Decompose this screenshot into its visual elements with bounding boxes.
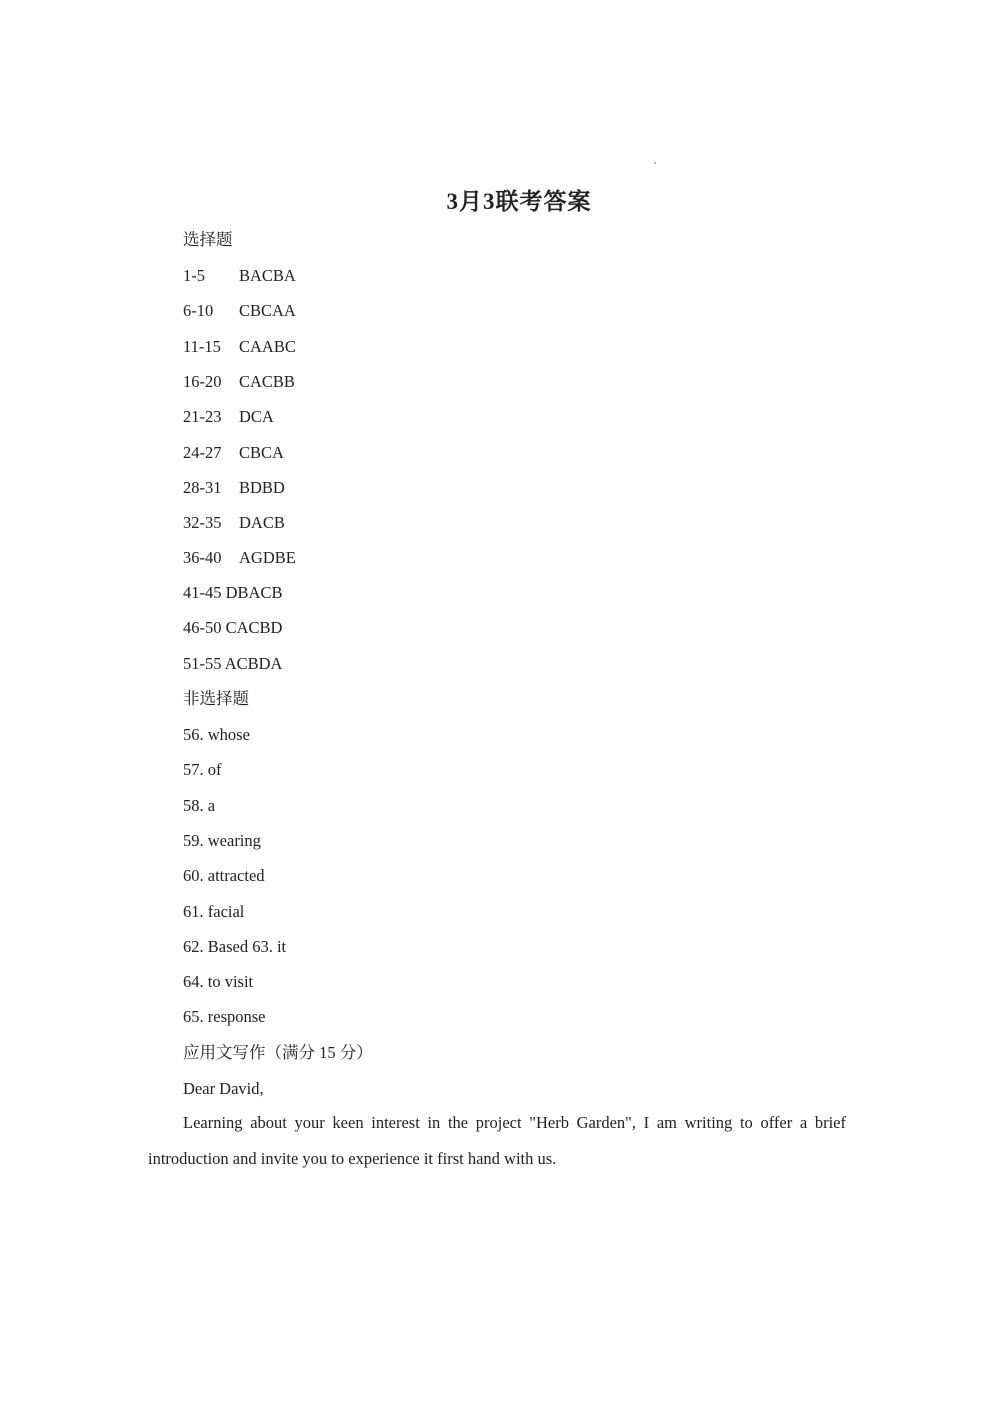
answer-letters: CACBB: [239, 371, 295, 391]
section-heading-nonchoice: 非选择题: [183, 689, 249, 708]
scan-speck: [654, 162, 656, 164]
letter-salutation: Dear David,: [183, 1079, 264, 1098]
answer-letters: DACB: [239, 513, 285, 533]
page-title: 3月3联考答案: [446, 189, 592, 214]
question-range: 32-35: [183, 513, 222, 533]
question-range: 16-20: [183, 371, 222, 391]
choice-answer-row: [183, 337, 296, 357]
question-range: 11-15: [183, 336, 221, 356]
question-range: 24-27: [183, 442, 222, 462]
answer-letters: AGDBE: [239, 548, 296, 568]
fill-answer-row: 57. of: [183, 760, 222, 780]
choice-answer-row: [183, 372, 295, 392]
section-heading-writing: 应用文写作（满分 15 分）: [183, 1043, 373, 1062]
question-range: 21-23: [183, 407, 222, 427]
question-range: 6-10: [183, 301, 214, 321]
answer-letters: CBCAA: [239, 301, 296, 321]
choice-answer-row: [183, 548, 296, 568]
fill-answer-row: 64. to visit: [183, 972, 254, 992]
section-heading-choice: 选择题: [183, 230, 233, 249]
choice-answer-row: [183, 443, 284, 463]
choice-answer-row: [183, 407, 274, 427]
fill-answer-row: 60. attracted: [183, 866, 265, 886]
answer-letters: CAABC: [239, 336, 296, 356]
fill-answer-row: 62. Based 63. it: [183, 936, 287, 956]
fill-answer-row: 56. whose: [183, 725, 250, 744]
choice-answer-row: [183, 478, 285, 498]
fill-answer-row: 58. a: [183, 795, 216, 815]
choice-answer-row: 41-45 DBACB: [183, 583, 283, 602]
choice-answer-row: 51-55 ACBDA: [183, 653, 283, 673]
question-range: 28-31: [183, 477, 222, 497]
fill-answer-row: 61. facial: [183, 901, 245, 921]
answer-letters: BACBA: [239, 266, 296, 285]
question-range: 1-5: [183, 266, 205, 285]
choice-answer-row: [183, 266, 296, 286]
choice-answer-row: [183, 513, 285, 533]
answer-letters: CBCA: [239, 442, 284, 462]
choice-answer-row: [183, 301, 296, 321]
fill-answer-row: 59. wearing: [183, 830, 261, 850]
fill-answer-row: 65. response: [183, 1007, 266, 1027]
choice-answer-row: 46-50 CACBD: [183, 618, 283, 638]
answer-letters: BDBD: [239, 477, 285, 497]
letter-body: Learning about your keen interest in the project "Herb Garden", I am writing to offer a brief introduction and invite you to experience it first hand with us.: [148, 1113, 846, 1168]
question-range: 36-40: [183, 548, 222, 568]
answer-letters: DCA: [239, 407, 274, 427]
